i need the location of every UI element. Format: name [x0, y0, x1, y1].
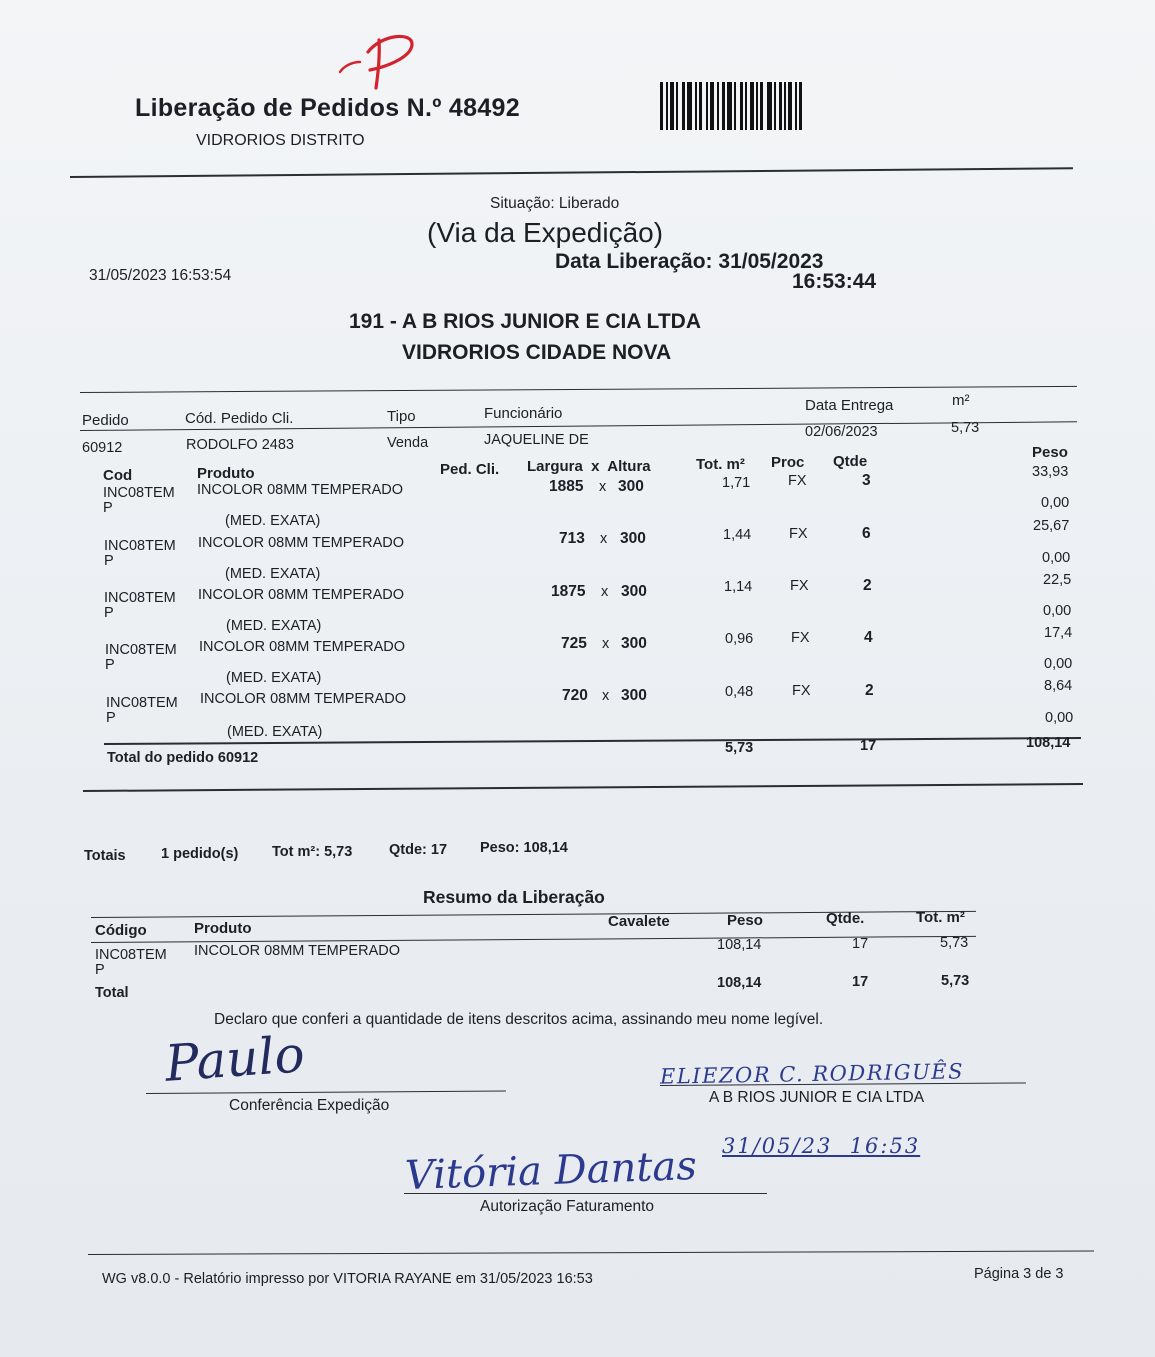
barcode	[660, 82, 840, 130]
item-proc: FX	[792, 683, 811, 699]
item-obs: (MED. EXATA)	[226, 670, 322, 686]
item-cod-suffix: P	[105, 657, 115, 673]
summary-cod-suffix: P	[95, 962, 105, 978]
item-altura: 300	[620, 530, 646, 547]
col-tot-m2: Tot. m²	[696, 456, 745, 473]
item-largura: 725	[561, 635, 587, 652]
item-qtde: 2	[863, 577, 872, 594]
summary-col-produto: Produto	[194, 920, 252, 937]
totals-peso: Peso: 108,14	[480, 840, 568, 856]
col-pedido: Pedido	[82, 412, 129, 429]
summary-total-qtde: 17	[852, 974, 869, 990]
item-x: x	[600, 531, 608, 547]
item-cod: INC08TEM	[105, 642, 177, 658]
release-time: 16:53:44	[792, 270, 877, 293]
autorizacao-signature: Vitória Dantas	[404, 1142, 698, 1200]
summary-qtde: 17	[852, 936, 869, 952]
totals-m2: Tot m²: 5,73	[272, 844, 353, 860]
item-tot-m2: 0,48	[725, 684, 754, 700]
summary-cod: INC08TEM	[95, 947, 167, 963]
item-produto: INCOLOR 08MM TEMPERADO	[199, 639, 405, 655]
col-data-entrega: Data Entrega	[805, 397, 894, 414]
col-m2: m²	[952, 392, 970, 409]
summary-col-codigo: Código	[95, 922, 147, 939]
totals-qtde: Qtde: 17	[389, 842, 448, 858]
item-cod-suffix: P	[104, 605, 114, 621]
summary-col-tot-m2: Tot. m²	[916, 909, 965, 926]
item-x: x	[599, 479, 607, 495]
item-x: x	[602, 636, 610, 652]
item-qtde: 3	[862, 472, 871, 489]
situation: Situação: Liberado	[490, 195, 620, 212]
item-cod-suffix: P	[103, 500, 113, 516]
col-qtde: Qtde	[833, 453, 868, 470]
summary-peso: 108,14	[717, 937, 762, 953]
totals-pedidos: 1 pedido(s)	[161, 846, 239, 862]
item-peso-2: 0,00	[1041, 495, 1070, 511]
autorizacao-label: Autorização Faturamento	[480, 1198, 655, 1215]
item-tot-m2: 0,96	[725, 631, 754, 647]
item-cod: INC08TEM	[106, 695, 178, 711]
summary-col-peso: Peso	[727, 912, 763, 929]
item-altura: 300	[618, 478, 644, 495]
issuer-company: VIDRORIOS DISTRITO	[196, 132, 365, 149]
item-qtde: 2	[865, 682, 874, 699]
conferencia-signature: Paulo	[163, 1025, 307, 1093]
col-ped-cli: Ped. Cli.	[440, 461, 500, 478]
item-tot-m2: 1,44	[723, 527, 752, 543]
item-proc: FX	[789, 526, 808, 542]
item-proc: FX	[791, 630, 810, 646]
item-largura: 713	[559, 530, 585, 547]
item-produto: INCOLOR 08MM TEMPERADO	[198, 535, 404, 551]
col-produto: Produto	[197, 465, 255, 482]
item-tot-m2: 1,71	[722, 475, 751, 491]
order-cod-cli: RODOLFO 2483	[186, 437, 294, 453]
item-qtde: 6	[862, 525, 871, 542]
item-peso-2: 0,00	[1045, 710, 1074, 726]
item-peso: 17,4	[1044, 625, 1073, 641]
col-funcionario: Funcionário	[484, 405, 563, 422]
item-peso: 33,93	[1032, 464, 1069, 480]
client-branch: VIDRORIOS CIDADE NOVA	[402, 341, 672, 364]
order-total-label: Total do pedido 60912	[107, 750, 259, 766]
order-tipo: Venda	[387, 435, 429, 451]
item-altura: 300	[621, 635, 647, 652]
signature-line	[146, 1090, 506, 1094]
conferencia-label: Conferência Expedição	[229, 1097, 390, 1114]
item-largura: 1875	[551, 583, 586, 600]
company-label: A B RIOS JUNIOR E CIA LTDA	[709, 1089, 925, 1106]
via-label: (Via da Expedição)	[427, 217, 664, 248]
item-cod: INC08TEM	[104, 590, 176, 606]
item-peso-2: 0,00	[1044, 656, 1073, 672]
summary-total-peso: 108,14	[717, 975, 762, 991]
item-largura: 720	[562, 687, 588, 704]
item-produto: INCOLOR 08MM TEMPERADO	[198, 587, 404, 603]
item-proc: FX	[788, 473, 807, 489]
item-altura: 300	[621, 687, 647, 704]
company-signature: ELIEZOR C. RODRIGUÊS	[659, 1059, 965, 1089]
footer-printed-by: WG v8.0.0 - Relatório impresso por VITORIA RAYANE em 31/05/2023 16:53	[102, 1271, 593, 1287]
item-peso: 22,5	[1043, 572, 1072, 588]
summary-produto: INCOLOR 08MM TEMPERADO	[194, 943, 400, 959]
col-largura-altura: Largura x Altura	[527, 458, 651, 475]
order-pedido: 60912	[82, 440, 123, 456]
red-handwritten-mark	[330, 26, 420, 96]
summary-total-label: Total	[95, 985, 129, 1001]
item-tot-m2: 1,14	[724, 579, 753, 595]
printed-timestamp: 31/05/2023 16:53:54	[89, 267, 232, 284]
item-peso-2: 0,00	[1042, 550, 1071, 566]
client-name: 191 - A B RIOS JUNIOR E CIA LTDA	[349, 310, 701, 333]
order-funcionario: JAQUELINE DE	[484, 432, 589, 448]
order-total-qtde: 17	[860, 738, 877, 754]
handwritten-datetime: 31/05/23 16:53	[722, 1134, 921, 1158]
summary-total-m2: 5,73	[941, 973, 970, 989]
order-m2: 5,73	[951, 420, 980, 436]
release-date: Data Liberação: 31/05/2023	[555, 250, 824, 273]
order-total-m2: 5,73	[725, 740, 754, 756]
footer-page-number: Página 3 de 3	[974, 1266, 1064, 1282]
item-peso: 8,64	[1044, 678, 1073, 694]
item-peso-2: 0,00	[1043, 603, 1072, 619]
item-cod: INC08TEM	[103, 485, 175, 501]
item-qtde: 4	[864, 629, 873, 646]
col-proc: Proc	[771, 454, 805, 471]
item-obs: (MED. EXATA)	[227, 724, 323, 740]
col-cod: Cod	[103, 467, 133, 484]
item-obs: (MED. EXATA)	[226, 618, 322, 634]
col-tipo: Tipo	[387, 408, 416, 425]
item-x: x	[602, 688, 610, 704]
summary-tot-m2: 5,73	[940, 935, 969, 951]
totals-label: Totais	[84, 848, 126, 864]
summary-col-cavalete: Cavalete	[608, 913, 670, 930]
item-proc: FX	[790, 578, 809, 594]
summary-title: Resumo da Liberação	[423, 887, 605, 907]
declaration-text: Declaro que conferi a quantidade de itens descritos acima, assinando meu nome legível.	[214, 1011, 824, 1028]
item-obs: (MED. EXATA)	[225, 566, 321, 582]
item-produto: INCOLOR 08MM TEMPERADO	[200, 691, 406, 707]
divider	[80, 386, 1077, 393]
item-cod-suffix: P	[106, 710, 116, 726]
item-cod: INC08TEM	[104, 538, 176, 554]
order-total-peso: 108,14	[1026, 735, 1071, 751]
item-largura: 1885	[549, 478, 584, 495]
divider	[83, 783, 1083, 792]
col-cod-pedido-cli: Cód. Pedido Cli.	[185, 410, 294, 427]
summary-col-qtde: Qtde.	[826, 910, 865, 927]
order-data-entrega: 02/06/2023	[805, 424, 878, 440]
item-x: x	[601, 584, 609, 600]
item-obs: (MED. EXATA)	[225, 513, 321, 529]
divider	[70, 167, 1073, 178]
footer-divider	[88, 1250, 1094, 1255]
item-peso: 25,67	[1033, 518, 1070, 534]
item-cod-suffix: P	[104, 553, 114, 569]
item-produto: INCOLOR 08MM TEMPERADO	[197, 482, 403, 498]
signature-line	[404, 1193, 767, 1194]
col-peso: Peso	[1032, 444, 1068, 461]
item-altura: 300	[621, 583, 647, 600]
document-title: Liberação de Pedidos N.º 48492	[135, 94, 520, 122]
